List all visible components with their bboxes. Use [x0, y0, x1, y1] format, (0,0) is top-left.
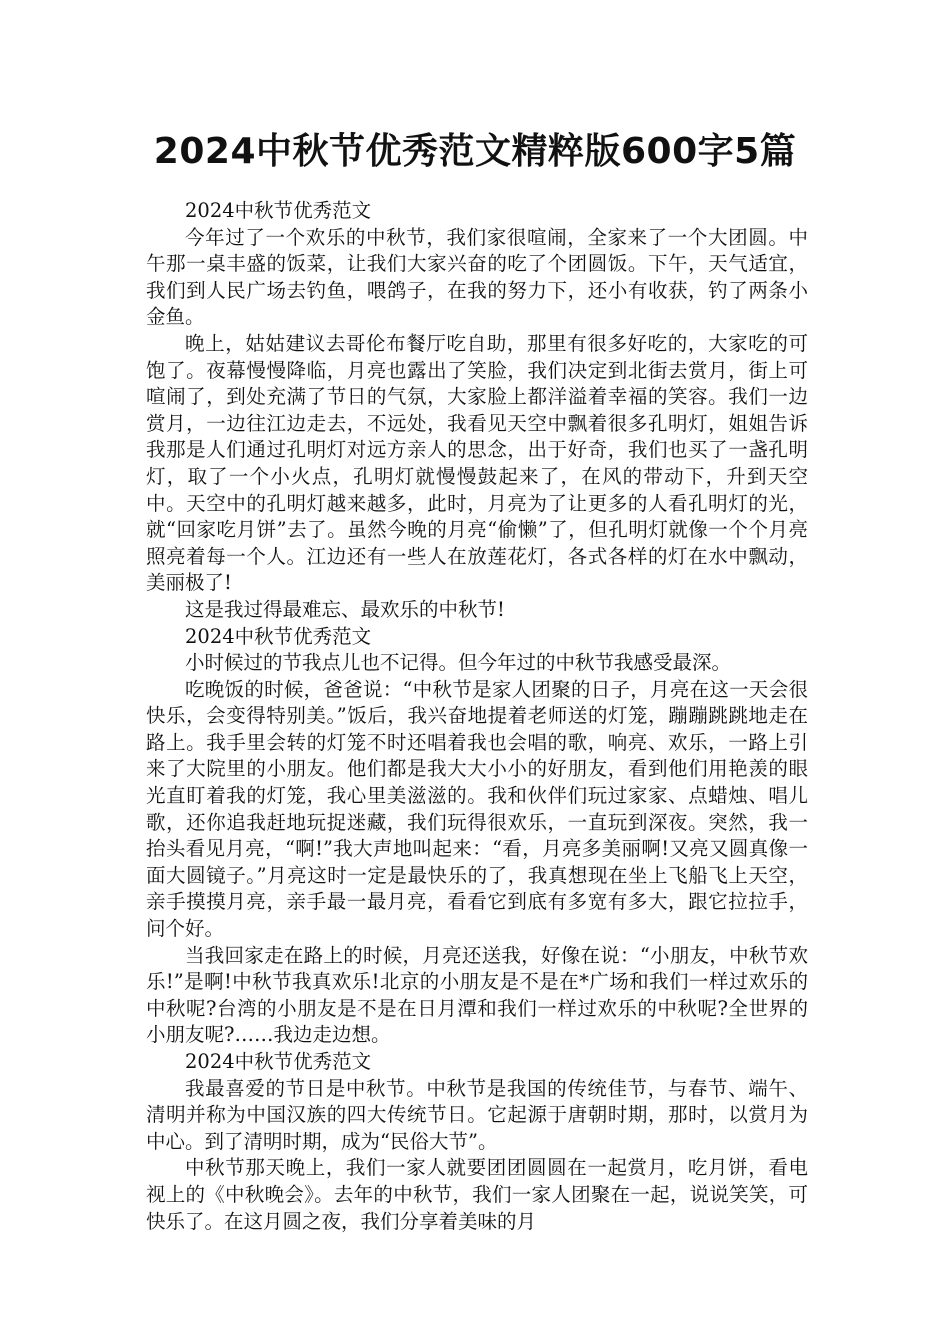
essay-section-3 — [146, 1049, 808, 1235]
paragraph: 晚上，姑姑建议去哥伦布餐厅吃自助，那里有很多好吃的，大家吃的可饱了。夜幕慢慢降临，月亮也露出了笑脸，我们决定到北街去赏月，街上可喧闹了，到处充满了节日的气氛，大家脸上都洋溢着幸福的笑容。我们一边赏月，一边往江边走去，不远处，我看见天空中飘着很多孔明灯，姐姐告诉我那是人们通过孔明灯对远方亲人的思念，出于好奇，我们也买了一盏孔明灯，取了一个小火点，孔明灯就慢慢鼓起来了，在风的带动下，升到天空中。天空中的孔明灯越来越多，此时，月亮为了让更多的人看孔明灯的光，就“回家吃月饼”去了。虽然今晚的月亮“偷懒”了，但孔明灯就像一个个月亮照亮着每一个人。江边还有一些人在放莲花灯，各式各样的灯在水中飘动，美丽极了! — [146, 331, 808, 595]
paragraph: 我最喜爱的节日是中秋节。中秋节是我国的传统佳节，与春节、端午、清明并称为中国汉族的四大传统节日。它起源于唐朝时期，那时，以赏月为中心。到了清明时期，成为“民俗大节”。 — [146, 1076, 808, 1153]
section-heading: 2024中秋节优秀范文 — [185, 1050, 372, 1073]
section-heading: 2024中秋节优秀范文 — [185, 624, 372, 648]
paragraph: 中秋节那天晚上，我们一家人就要团团圆圆在一起赏月，吃月饼，看电视上的《中秋晚会》。去年的中秋节，我们一家人团聚在一起，说说笑笑，可快乐了。在这月圆之夜，我们分享着美味的月 — [146, 1156, 808, 1233]
paragraph: 小时候过的节我点儿也不记得。但今年过的中秋节我感受最深。 — [185, 651, 732, 675]
section-heading: 2024中秋节优秀范文 — [185, 199, 372, 222]
paragraph: 今年过了一个欢乐的中秋节，我们家很喧闹，全家来了一个大团圆。中午那一桌丰盛的饭菜，让我们大家兴奋的吃了个团圆饭。下午，天气适宜，我们到人民广场去钓鱼，喂鸽子，在我的努力下，还小有收获，钓了两条小金鱼。 — [146, 225, 808, 329]
document-title: 2024中秋节优秀范文精粹版600字5篇 — [153, 131, 797, 172]
essay-section-1 — [146, 198, 808, 624]
paragraph: 这是我过得最难忘、最欢乐的中秋节! — [185, 597, 505, 621]
paragraph: 吃晚饭的时候，爸爸说：“中秋节是家人团聚的日子，月亮在这一天会很快乐，会变得特别美。”饭后，我兴奋地提着老师送的灯笼，蹦蹦跳跳地走在路上。我手里会转的灯笼不时还唱着我也会唱的歌，响亮、欢乐，一路上引来了大院里的小朋友。他们都是我大大小小的好朋友，看到他们用艳羡的眼光直盯着我的灯笼，我心里美滋滋的。我和伙伴们玩过家家、点蜡烛、唱儿歌，还你追我赶地玩捉迷藏，我们玩得很欢乐，一直玩到深夜。突然，我一抬头看见月亮，“啊!”我大声地叫起来：“看，月亮多美丽啊!又亮又圆真像一面大圆镜子。”月亮这时一定是最快乐的了，我真想现在坐上飞船飞上天空，亲手摸摸月亮，亲手最一最月亮，看看它到底有多宽有多大，跟它拉拉手，问个好。 — [146, 677, 808, 941]
paragraph: 当我回家走在路上的时候，月亮还送我，好像在说：“小朋友，中秋节欢乐!”是啊!中秋节我真欢乐!北京的小朋友是不是在*广场和我们一样过欢乐的中秋呢?台湾的小朋友是不是在日月潭和我们一样过欢乐的中秋呢?全世界的小朋友呢?……我边走边想。 — [146, 943, 808, 1047]
essay-section-2 — [146, 624, 808, 1050]
document-body — [146, 198, 808, 1235]
